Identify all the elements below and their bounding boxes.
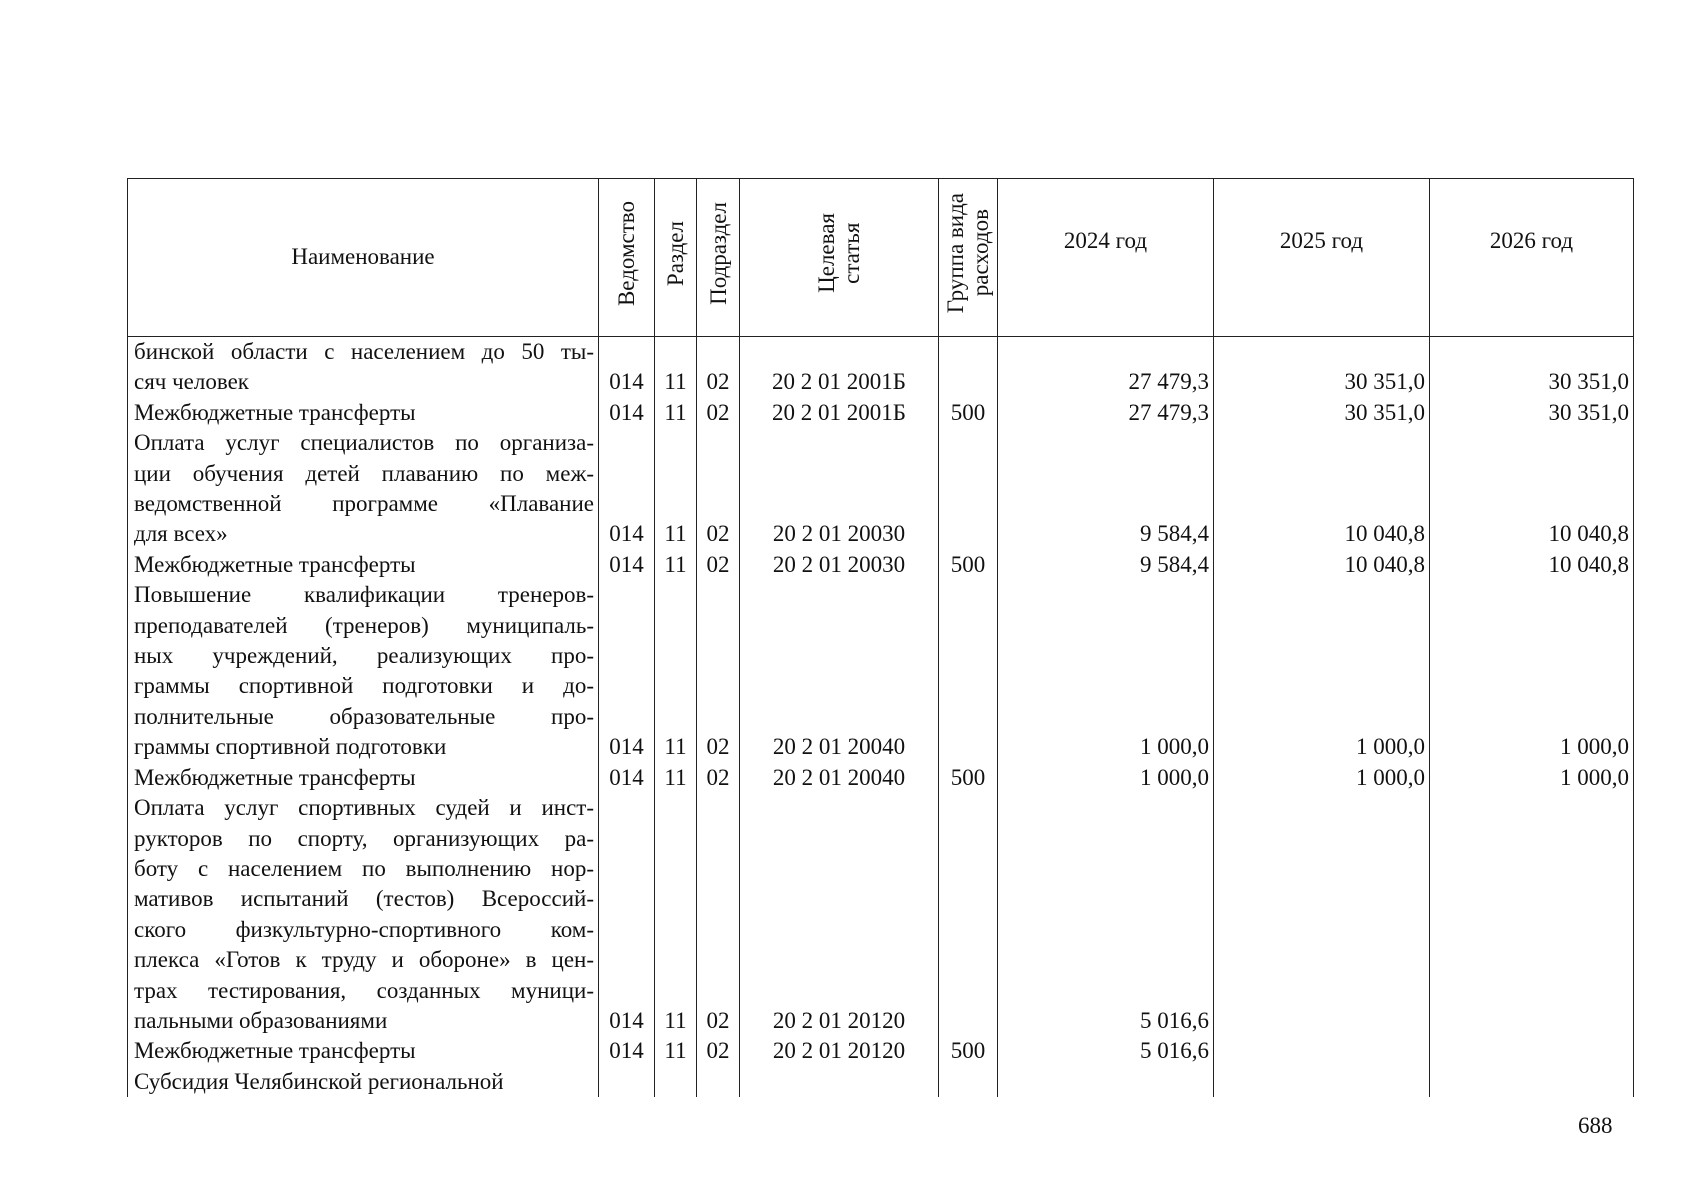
gruppa-cell: 500 <box>939 763 998 793</box>
podrazdel-cell: 02 <box>697 763 740 793</box>
page-number: 688 <box>1578 1113 1613 1138</box>
name-line: плекса «Готов к труду и обороне» в цен- <box>134 947 594 973</box>
header-razdel <box>655 179 697 337</box>
year-2024-value: 5 016,6 <box>998 793 1214 1036</box>
name-line: ведомственной программе «Плавание <box>134 491 594 517</box>
budget-table <box>127 178 1634 1097</box>
name-line: ции обучения детей плаванию по меж- <box>134 460 594 486</box>
vedomstvo-cell: 014 <box>599 763 655 793</box>
name-cell <box>128 428 599 550</box>
gruppa-cell <box>939 1067 998 1097</box>
header-row <box>128 179 1634 337</box>
name-line: Межбюджетные трансферты <box>134 764 416 790</box>
year-2024-value: 1 000,0 <box>998 580 1214 762</box>
table-header <box>128 179 1634 337</box>
name-cell <box>128 337 599 398</box>
razdel-cell: 11 <box>655 1036 697 1066</box>
year-2026-value <box>1430 1036 1634 1066</box>
year-2026-value: 1 000,0 <box>1430 763 1634 793</box>
celevaya-statya-cell: 20 2 01 2001Б <box>740 337 939 398</box>
razdel-cell: 11 <box>655 580 697 762</box>
gruppa-cell: 500 <box>939 398 998 428</box>
name-line: граммы спортивной подготовки и до- <box>134 673 594 699</box>
podrazdel-cell <box>697 1067 740 1097</box>
celevaya-statya-cell: 20 2 01 20120 <box>740 1036 939 1066</box>
name-text <box>134 793 594 1036</box>
header-year-2024 <box>998 179 1214 337</box>
header-name-text: Наименование <box>291 244 435 270</box>
celevaya-statya-cell: 20 2 01 20030 <box>740 428 939 550</box>
year-2024-value: 9 584,4 <box>998 550 1214 580</box>
header-year-2026-text: 2026 год <box>1489 228 1574 254</box>
name-text <box>134 550 594 580</box>
name-line: Межбюджетные трансферты <box>134 551 416 577</box>
table-row <box>128 1067 1634 1097</box>
table-row <box>128 763 1634 793</box>
header-podrazdel <box>697 179 740 337</box>
name-text <box>134 1067 594 1097</box>
year-2024-value <box>998 1067 1214 1097</box>
name-line: Межбюджетные трансферты <box>134 399 416 425</box>
vedomstvo-cell: 014 <box>599 428 655 550</box>
vedomstvo-cell: 014 <box>599 580 655 762</box>
year-2026-value: 10 040,8 <box>1430 428 1634 550</box>
year-2025-value <box>1214 793 1430 1036</box>
podrazdel-cell: 02 <box>697 580 740 762</box>
year-2026-value <box>1430 793 1634 1036</box>
year-2024-value: 9 584,4 <box>998 428 1214 550</box>
name-line: Межбюджетные трансферты <box>134 1038 416 1064</box>
header-vedomstvo-text: Ведомство <box>614 200 639 306</box>
vedomstvo-cell: 014 <box>599 793 655 1036</box>
name-cell <box>128 398 599 428</box>
year-2024-value: 5 016,6 <box>998 1036 1214 1066</box>
year-2025-value <box>1214 1036 1430 1066</box>
vedomstvo-cell <box>599 1067 655 1097</box>
podrazdel-cell: 02 <box>697 398 740 428</box>
podrazdel-cell: 02 <box>697 550 740 580</box>
name-line: бинской области с населением до 50 ты- <box>134 339 594 364</box>
name-cell <box>128 763 599 793</box>
year-2025-value: 30 351,0 <box>1214 398 1430 428</box>
name-line: мативов испытаний (тестов) Всероссий- <box>134 886 594 912</box>
vedomstvo-cell: 014 <box>599 550 655 580</box>
table-row <box>128 580 1634 762</box>
razdel-cell: 11 <box>655 550 697 580</box>
year-2025-value: 1 000,0 <box>1214 580 1430 762</box>
celevaya-statya-cell: 20 2 01 20030 <box>740 550 939 580</box>
table-body <box>128 337 1634 1098</box>
header-name <box>128 179 599 337</box>
year-2025-value <box>1214 1067 1430 1097</box>
vedomstvo-cell: 014 <box>599 398 655 428</box>
name-text <box>134 763 594 793</box>
name-line: пальными образованиями <box>134 1007 388 1033</box>
razdel-cell: 11 <box>655 793 697 1036</box>
name-line: полнительные образовательные про- <box>134 703 594 729</box>
name-line: боту с населением по выполнению нор- <box>134 855 594 881</box>
table-row <box>128 550 1634 580</box>
header-razdel-text: Раздел <box>663 220 688 286</box>
celevaya-statya-cell: 20 2 01 20040 <box>740 580 939 762</box>
name-cell <box>128 1067 599 1097</box>
name-line: преподавателей (тренеров) муниципаль- <box>134 612 594 638</box>
header-year-2025-text: 2025 год <box>1279 228 1364 254</box>
name-text <box>134 580 594 762</box>
vedomstvo-cell: 014 <box>599 1036 655 1066</box>
year-2025-value: 1 000,0 <box>1214 763 1430 793</box>
name-line: ского физкультурно-спортивного ком- <box>134 916 594 942</box>
gruppa-cell <box>939 580 998 762</box>
name-line: граммы спортивной подготовки <box>134 734 447 760</box>
razdel-cell <box>655 1067 697 1097</box>
year-2026-value: 10 040,8 <box>1430 550 1634 580</box>
gruppa-cell <box>939 793 998 1036</box>
name-text <box>134 1036 594 1066</box>
razdel-cell: 11 <box>655 337 697 398</box>
name-line: Субсидия Челябинской региональной <box>134 1068 504 1094</box>
name-cell <box>128 550 599 580</box>
razdel-cell: 11 <box>655 398 697 428</box>
razdel-cell: 11 <box>655 428 697 550</box>
podrazdel-cell: 02 <box>697 1036 740 1066</box>
table-row <box>128 398 1634 428</box>
celevaya-statya-cell: 20 2 01 2001Б <box>740 398 939 428</box>
header-podrazdel-text: Подраздел <box>705 201 731 305</box>
name-text <box>134 398 594 428</box>
name-cell <box>128 793 599 1036</box>
gruppa-cell <box>939 428 998 550</box>
vedomstvo-cell: 014 <box>599 337 655 398</box>
name-cell <box>128 1036 599 1066</box>
header-gruppa-text: Группа вида расходов <box>943 193 993 314</box>
header-celevaya-statya-text: Целевая статья <box>814 213 864 294</box>
podrazdel-cell: 02 <box>697 337 740 398</box>
gruppa-cell: 500 <box>939 550 998 580</box>
year-2025-value: 10 040,8 <box>1214 550 1430 580</box>
name-line: рукторов по спорту, организующих ра- <box>134 825 594 851</box>
name-text <box>134 337 594 398</box>
celevaya-statya-cell: 20 2 01 20120 <box>740 793 939 1036</box>
year-2026-value: 30 351,0 <box>1430 398 1634 428</box>
podrazdel-cell: 02 <box>697 428 740 550</box>
name-line: сяч человек <box>134 369 249 395</box>
header-year-2024-text: 2024 год <box>1063 228 1148 254</box>
name-line: трах тестирования, созданных муници- <box>134 977 594 1003</box>
year-2024-value: 27 479,3 <box>998 337 1214 398</box>
year-2025-value: 30 351,0 <box>1214 337 1430 398</box>
table-row <box>128 793 1634 1036</box>
table-row <box>128 1036 1634 1066</box>
year-2026-value <box>1430 1067 1634 1097</box>
header-celevaya-statya <box>740 179 939 337</box>
table-row <box>128 428 1634 550</box>
name-text <box>134 428 594 550</box>
year-2026-value: 1 000,0 <box>1430 580 1634 762</box>
name-line: для всех» <box>134 521 228 547</box>
name-line: Повышение квалификации тренеров- <box>134 582 594 608</box>
celevaya-statya-cell <box>740 1067 939 1097</box>
name-line: ных учреждений, реализующих про- <box>134 643 594 669</box>
razdel-cell: 11 <box>655 763 697 793</box>
name-line: Оплата услуг спортивных судей и инст- <box>134 795 594 821</box>
header-gruppa-vida-rashodov <box>939 179 998 337</box>
gruppa-cell: 500 <box>939 1036 998 1066</box>
header-year-2026 <box>1430 179 1634 337</box>
gruppa-cell <box>939 337 998 398</box>
name-line: Оплата услуг специалистов по организа- <box>134 430 594 456</box>
header-year-2025 <box>1214 179 1430 337</box>
podrazdel-cell: 02 <box>697 793 740 1036</box>
name-cell <box>128 580 599 762</box>
year-2024-value: 27 479,3 <box>998 398 1214 428</box>
table-row <box>128 337 1634 398</box>
year-2024-value: 1 000,0 <box>998 763 1214 793</box>
header-vedomstvo <box>599 179 655 337</box>
year-2026-value: 30 351,0 <box>1430 337 1634 398</box>
celevaya-statya-cell: 20 2 01 20040 <box>740 763 939 793</box>
year-2025-value: 10 040,8 <box>1214 428 1430 550</box>
